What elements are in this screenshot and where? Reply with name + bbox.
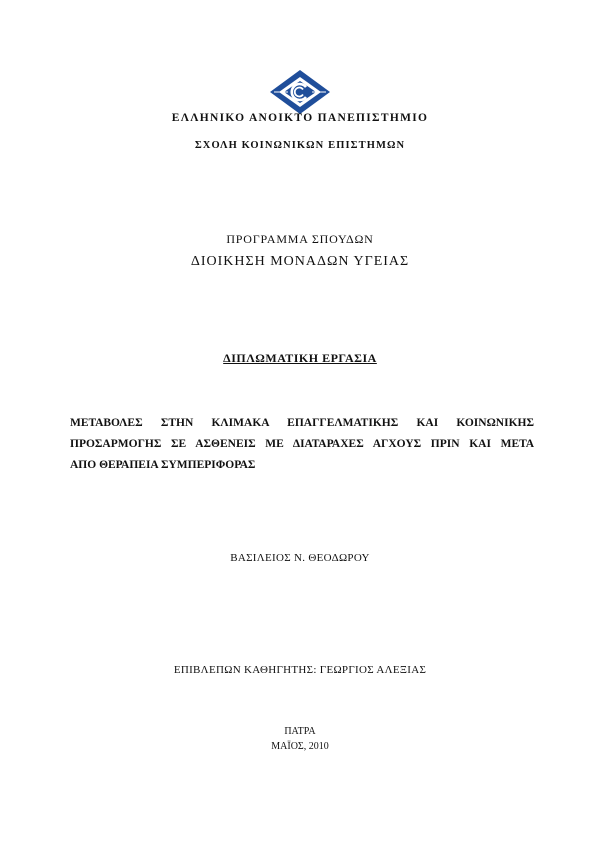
program-label: ΠΡΟΓΡΑΜΜΑ ΣΠΟΥΔΩΝ [226,232,374,246]
thesis-title-line: ΑΠΟ ΘΕΡΑΠΕΙΑ ΣΥΜΠΕΡΙΦΟΡΑΣ [70,459,256,471]
document-type-heading: ΔΙΠΛΩΜΑΤΙΚΗ ΕΡΓΑΣΙΑ [223,351,377,365]
university-name: ΕΛΛΗΝΙΚΟ ΑΝΟΙΚΤΟ ΠΑΝΕΠΙΣΤΗΜΙΟ [171,112,429,124]
thesis-title [70,413,534,476]
place: ΠΑΤΡΑ [284,726,316,737]
supervisor-line: ΕΠΙΒΛΕΠΩΝ ΚΑΘΗΓΗΤΗΣ: ΓΕΩΡΓΙΟΣ ΑΛΕΞΙΑΣ [173,664,427,676]
date: ΜΑΪΟΣ, 2010 [271,741,329,752]
university-logo-icon [268,68,332,116]
author-name: ΒΑΣΙΛΕΙΟΣ Ν. ΘΕΟΔΩΡΟΥ [230,552,370,564]
school-name: ΣΧΟΛΗ ΚΟΙΝΩΝΙΚΩΝ ΕΠΙΣΤΗΜΩΝ [194,140,406,151]
thesis-title-line: ΜΕΤΑΒΟΛΕΣ ΣΤΗΝ ΚΛΙΜΑΚΑ ΕΠΑΓΓΕΛΜΑΤΙΚΗΣ ΚΑΙ ΚΟΙΝΩΝΙΚΗΣ [70,417,534,429]
program-name: ΔΙΟΙΚΗΣΗ ΜΟΝΑΔΩΝ ΥΓΕΙΑΣ [190,254,410,269]
thesis-title-line: ΠΡΟΣΑΡΜΟΓΗΣ ΣΕ ΑΣΘΕΝΕΙΣ ΜΕ ΔΙΑΤΑΡΑΧΕΣ ΑΓΧΟΥΣ ΠΡΙΝ ΚΑΙ ΜΕΤΑ [70,438,534,450]
